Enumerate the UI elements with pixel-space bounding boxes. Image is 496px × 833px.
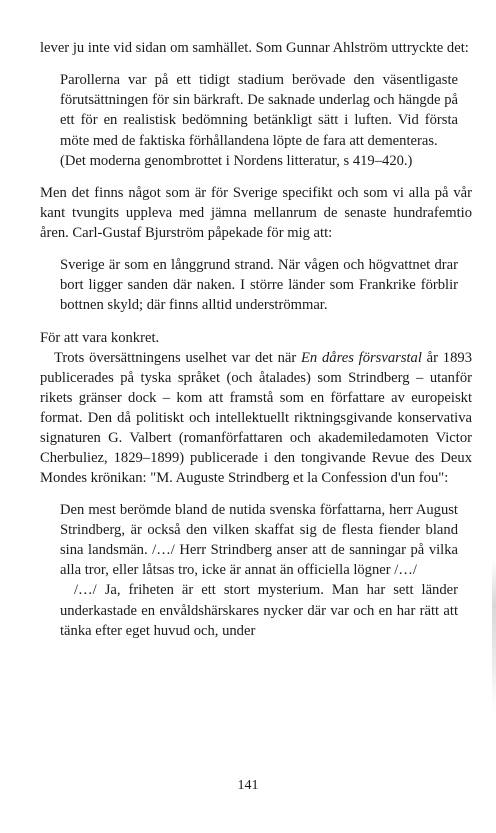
block-quote bbox=[40, 255, 458, 316]
book-title: En dåres försvarstal bbox=[301, 349, 422, 366]
paragraph: lever ju inte vid sidan om samhället. Som Gunnar Ahlström uttryckte det: bbox=[40, 40, 469, 56]
paragraph-text: år 1893 publicerades på tyska språket (och åtalades) som Strindberg – utanför rikets gränser dock – kom att framstå som en författare av europeiskt format. Den då politiskt och intellektuellt riktningsgivande konservativa signaturen G. Valbert (romanförfattaren och akademiledamoten Victor Cherbuliez, 1829–1899) publicerade i den tongivande Revue des Deux Mondes krönikan: "M. Auguste Strindberg et la Confession d'un fou": bbox=[40, 349, 472, 486]
block-quote bbox=[40, 500, 458, 641]
paragraph: Men det finns något som är för Sverige specifikt och som vi alla på vår kant tvungits uppleva med jämna mellanrum de senaste hundrafemtio åren. Carl-Gustaf Bjurström påpekade för mig att: bbox=[40, 185, 472, 242]
quote-text: /…/ Ja, friheten är ett stort mysterium. Man har sett länder underkastade en envåldshärskares nycker där var och en har rätt att tänka efter eget huvud och, under bbox=[60, 582, 458, 639]
quote-citation: (Det moderna genombrottet i Nordens litteratur, s 419–420.) bbox=[60, 152, 413, 169]
scan-edge-shadow bbox=[492, 560, 496, 710]
page-number: 141 bbox=[237, 778, 259, 793]
block-quote bbox=[40, 70, 458, 171]
paragraph: För att vara konkret. bbox=[40, 329, 160, 346]
quote-text: Parollerna var på ett tidigt stadium berövade den väsentligaste förutsättningen för sin bärkraft. De saknade underlag och hängde på ett för en realistisk bedömning betänkligt sätt i luften. Vid första möte med de faktiska förhållandena löpte de fara att dementeras. bbox=[60, 72, 458, 149]
quote-text: Sverige är som en långgrund strand. När vågen och högvattnet drar bort ligger sanden där naken. I större länder som Frankrike förblir bottnen skyld; där finns alltid underströmmar. bbox=[60, 257, 458, 314]
quote-text: Den mest berömde bland de nutida svenska författarna, herr August Strindberg, är också den vilken skaffat sig de flesta fiender bland sina landsmän. /…/ Herr Strindberg anser att de sanningar på vilka alla tror, eller låtsas tro, icke är annat än officiella lögner /…/ bbox=[60, 501, 458, 579]
page-body bbox=[40, 38, 472, 641]
paragraph-text: Trots översättningens uselhet var det när bbox=[54, 349, 301, 366]
paragraph bbox=[40, 348, 472, 488]
